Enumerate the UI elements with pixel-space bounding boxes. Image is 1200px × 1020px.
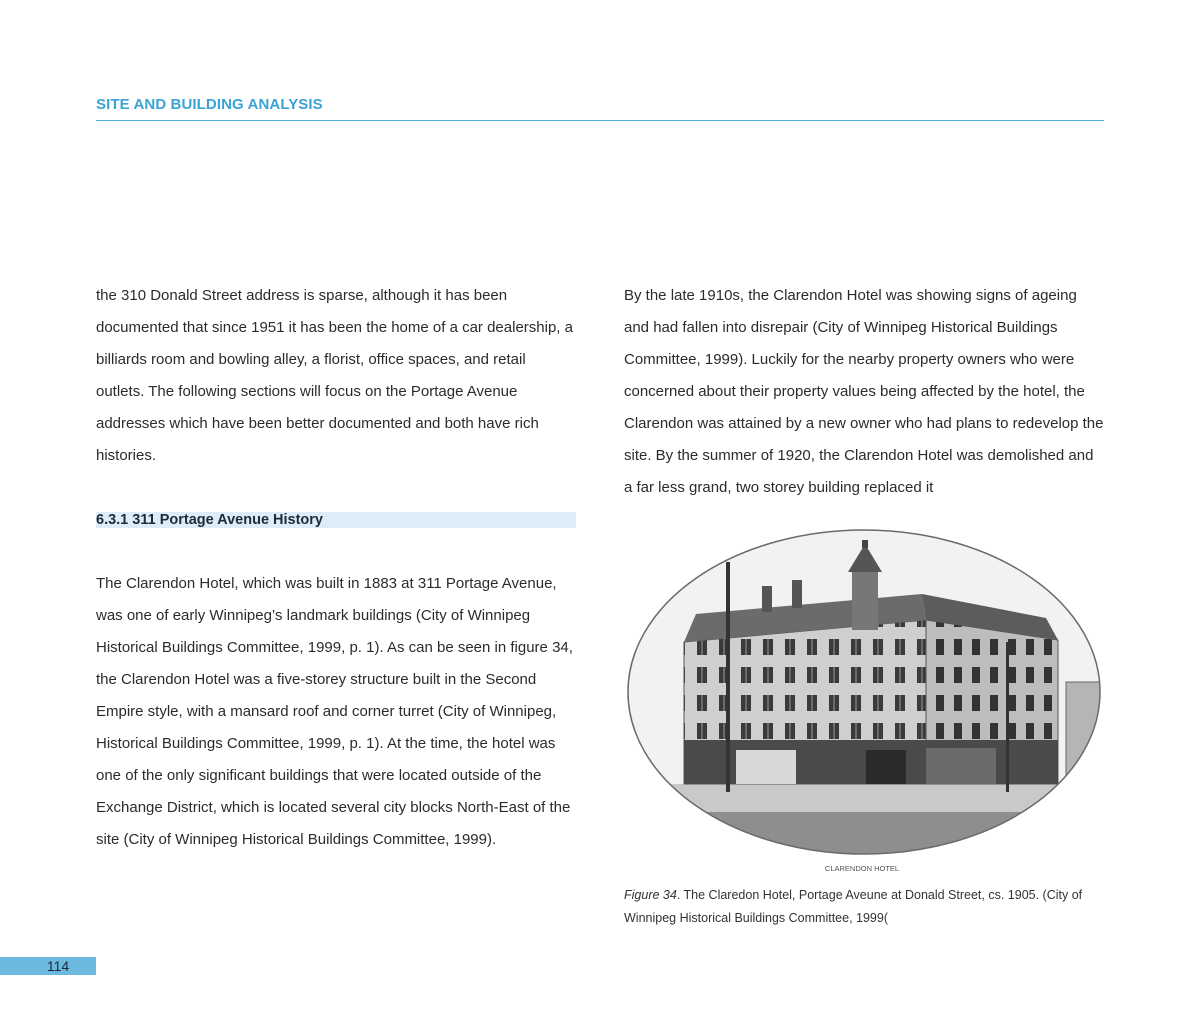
page-number: 114 [46, 958, 70, 974]
image-label: CLARENDON HOTEL [824, 864, 900, 873]
body-paragraph: The Clarendon Hotel, which was built in 1883 at 311 Portage Avenue, was one of early Winnipeg’s landmark buildings (City of Winnipeg Historical Buildings Committee, 1999, p. 1). As can be seen in figure 34, the Clarendon Hotel was a five-storey structure built in the Second Empire style, with a mansard roof and corner turret (City of Winnipeg, Historical Buildings Committee, 1999, p. 1). At the time, the hotel was one of the only significant buildings that were located outside of the Exchange District, which is located several city blocks North-East of the site (City of Winnipeg Historical Buildings Committee, 1999). [96, 575, 573, 848]
body-paragraph: By the late 1910s, the Clarendon Hotel was showing signs of ageing and had fallen into disrepair (City of Winnipeg Historical Buildings Committee, 1999). Luckily for the nearby property owners who were concerned about their property values being affected by the hotel, the Clarendon was attained by a new owner who had plans to redevelop the site. By the summer of 1920, the Clarendon Hotel was demolished and a far less grand, two storey building replaced it [624, 287, 1104, 496]
left-column-top [96, 280, 576, 472]
left-column-bottom [96, 568, 576, 856]
right-column-top [624, 280, 1104, 504]
caption-label: Figure 34 [624, 888, 677, 902]
section-heading: 6.3.1 311 Portage Avenue History [96, 512, 576, 528]
figure-caption [624, 884, 1114, 930]
body-paragraph: the 310 Donald Street address is sparse, although it has been documented that since 1951 it has been the home of a car dealership, a billiards room and bowling alley, a florist, office spaces, and retail outlets. The following sections will focus on the Portage Avenue addresses which have been better documented and both have rich histories. [96, 287, 573, 464]
header-divider [96, 120, 1104, 121]
hotel-photograph [626, 522, 1104, 878]
running-header: SITE AND BUILDING ANALYSIS [96, 96, 323, 113]
caption-text: . The Claredon Hotel, Portage Aveune at Donald Street, cs. 1905. (City of Winnipeg Historical Buildings Committee, 1999( [624, 888, 1083, 925]
